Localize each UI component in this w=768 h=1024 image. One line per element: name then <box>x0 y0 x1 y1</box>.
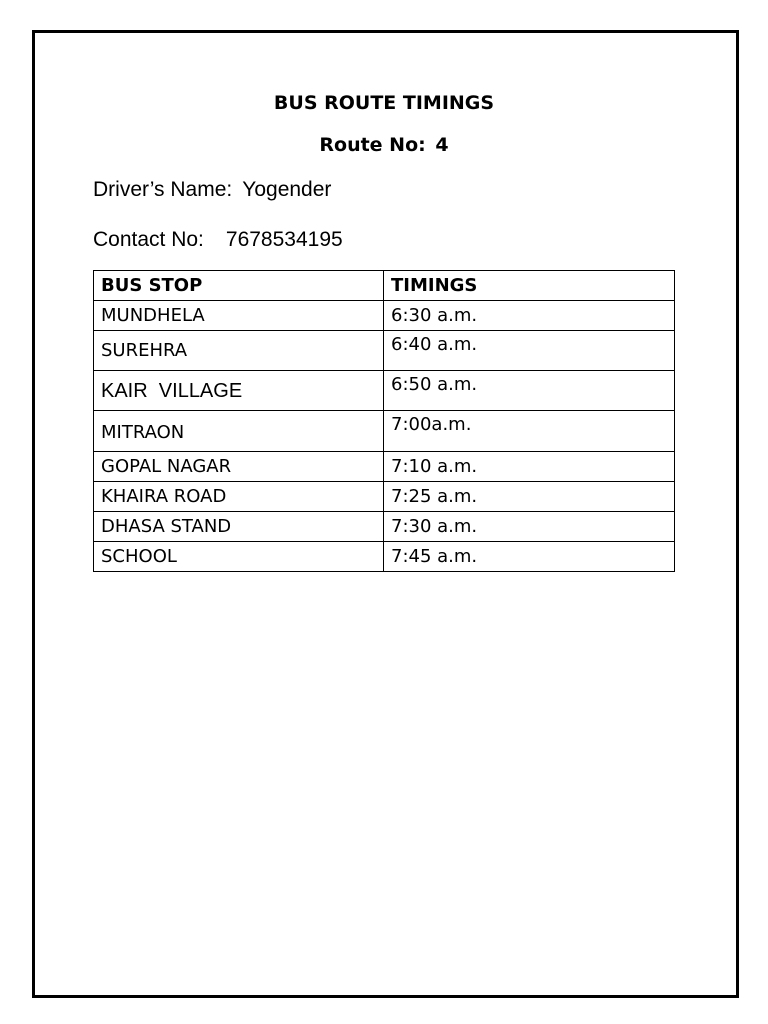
table-row <box>94 542 675 572</box>
timing-cell: 7:30 a.m. <box>384 512 675 542</box>
bus-stop-cell: MUNDHELA <box>94 301 384 331</box>
bus-stop-cell: MITRAON <box>94 411 384 452</box>
timing-cell: 7:00a.m. <box>384 411 675 452</box>
bus-stop-cell: SUREHRA <box>94 331 384 371</box>
bus-stop-cell: KAIR VILLAGE <box>94 371 384 411</box>
header-bus-stop: BUS STOP <box>94 271 384 301</box>
bus-stop-cell: GOPAL NAGAR <box>94 452 384 482</box>
table-row <box>94 411 675 452</box>
driver-name: Yogender <box>242 178 332 201</box>
driver-name-line <box>93 176 331 204</box>
bus-stop-cell: KHAIRA ROAD <box>94 482 384 512</box>
timing-cell: 6:40 a.m. <box>384 331 675 371</box>
timing-cell: 7:45 a.m. <box>384 542 675 572</box>
route-number: 4 <box>435 134 449 156</box>
table-header-row <box>94 271 675 301</box>
header-timings: TIMINGS <box>384 271 675 301</box>
route-number-line <box>0 132 768 158</box>
timings-table <box>93 270 675 572</box>
contact-label: Contact No: <box>93 228 204 251</box>
timing-cell: 6:30 a.m. <box>384 301 675 331</box>
document-title: BUS ROUTE TIMINGS <box>273 92 495 114</box>
bus-stop-cell: DHASA STAND <box>94 512 384 542</box>
driver-label: Driver’s Name: <box>93 178 233 201</box>
timing-cell: 7:10 a.m. <box>384 452 675 482</box>
table-row <box>94 331 675 371</box>
timing-cell: 7:25 a.m. <box>384 482 675 512</box>
contact-line <box>93 226 343 254</box>
bus-stop-cell: SCHOOL <box>94 542 384 572</box>
table-row <box>94 482 675 512</box>
table-row <box>94 512 675 542</box>
timing-cell: 6:50 a.m. <box>384 371 675 411</box>
table-row <box>94 452 675 482</box>
contact-number: 7678534195 <box>225 228 343 251</box>
table-row <box>94 371 675 411</box>
route-label: Route No: <box>319 134 426 156</box>
table-row <box>94 301 675 331</box>
